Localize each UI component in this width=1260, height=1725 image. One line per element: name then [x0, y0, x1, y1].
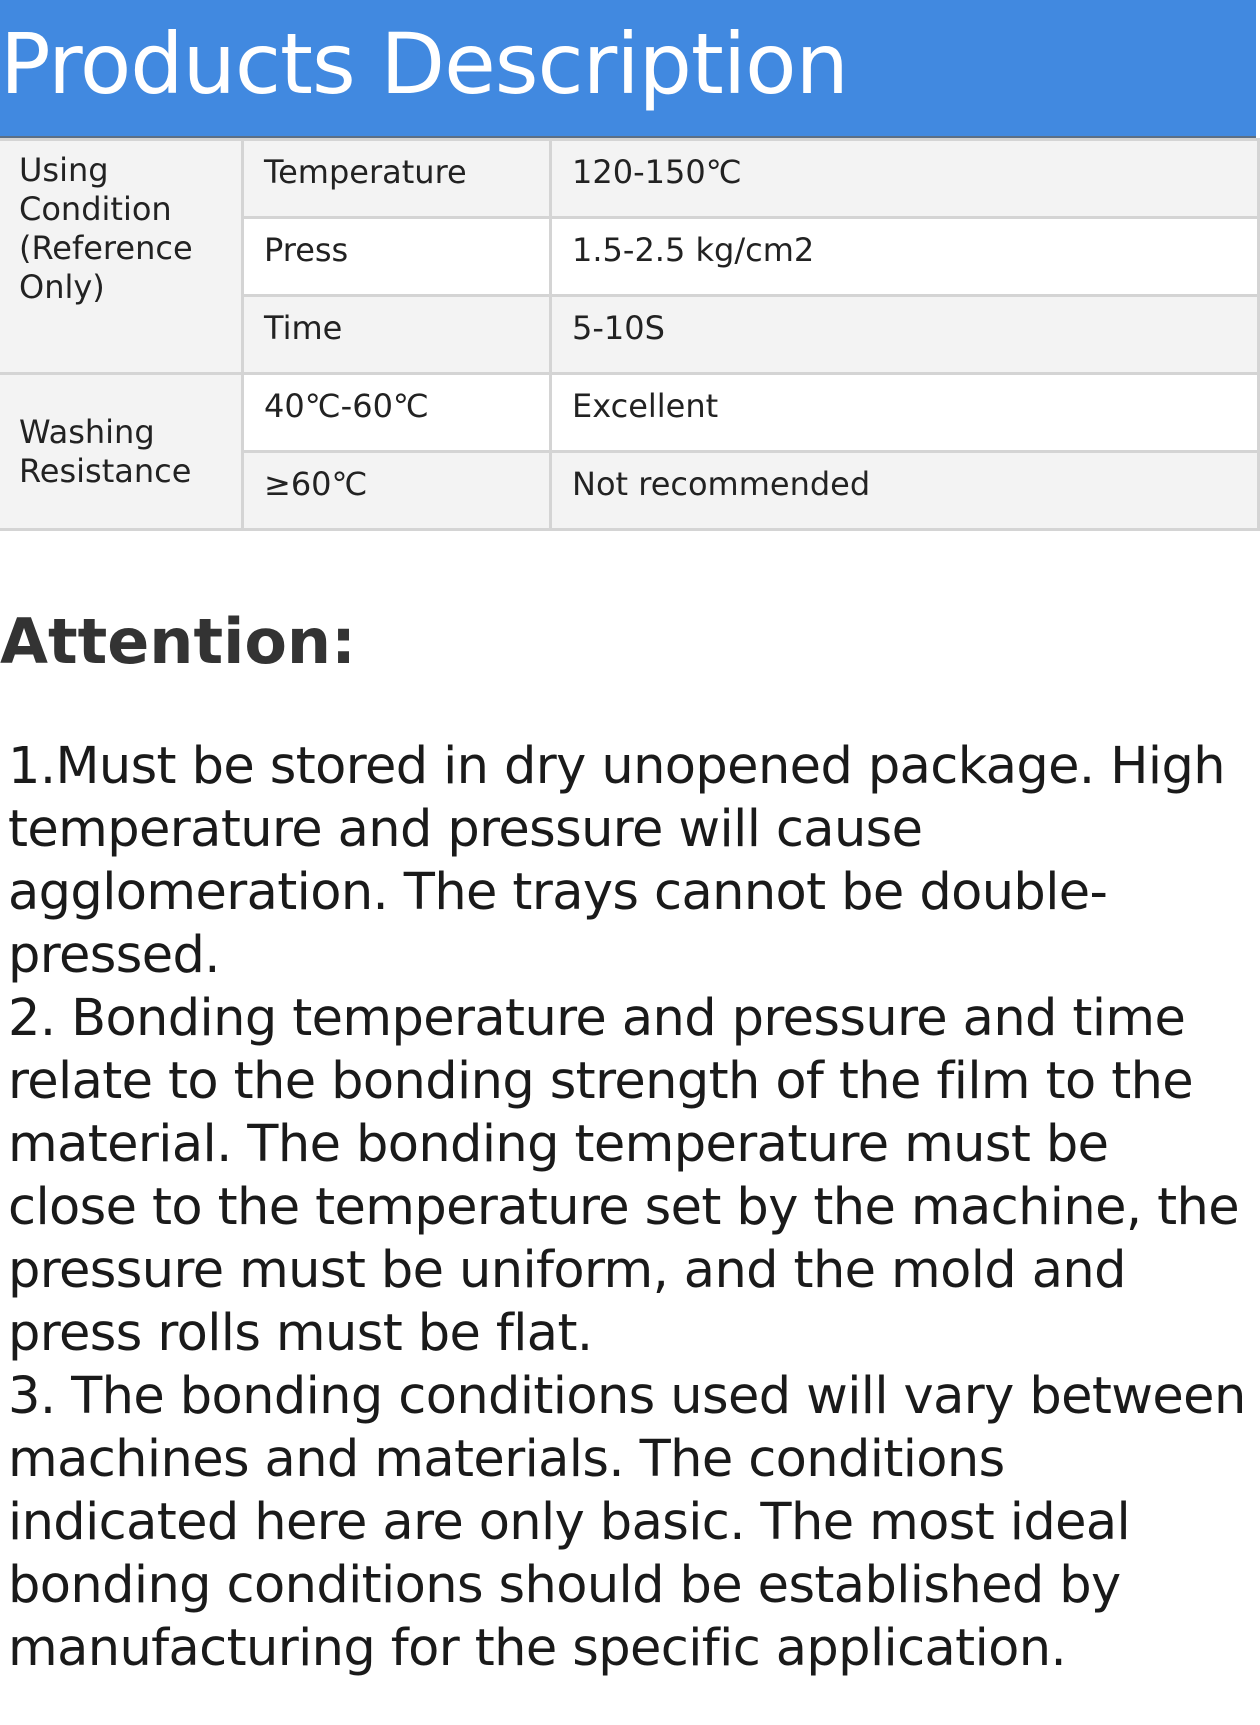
- value-cell: Excellent: [551, 374, 1259, 452]
- note-item: 3. The bonding conditions used will vary between machines and materials. The conditions indicated here are only basic. The most ideal bonding conditions should be established by manufacturing for the specific application.: [8, 1367, 1246, 1678]
- attention-heading: Attention:: [0, 605, 356, 678]
- param-cell: Temperature: [243, 140, 551, 218]
- note-item: 1.Must be stored in dry unopened package. High temperature and pressure will cause agglomeration. The trays cannot be double-pressed.: [8, 737, 1225, 985]
- header-bar: [0, 0, 1256, 140]
- note-item: 2. Bonding temperature and pressure and time relate to the bonding strength of the film to the material. The bonding temperature must be close to the temperature set by the machine, the pressure must be uniform, and the mold and press rolls must be flat.: [8, 989, 1239, 1363]
- value-cell: Not recommended: [551, 452, 1259, 530]
- group-label-using-condition: Using Condition (Reference Only): [0, 140, 243, 374]
- table-row: [0, 374, 1259, 452]
- value-cell: 1.5-2.5 kg/cm2: [551, 218, 1259, 296]
- value-cell: 120-150℃: [551, 140, 1259, 218]
- param-cell: ≥60℃: [243, 452, 551, 530]
- param-cell: 40℃-60℃: [243, 374, 551, 452]
- param-cell: Time: [243, 296, 551, 374]
- value-cell: 5-10S: [551, 296, 1259, 374]
- spec-table: [0, 138, 1260, 531]
- param-cell: Press: [243, 218, 551, 296]
- page-title: Products Description: [0, 15, 848, 113]
- attention-notes: [8, 735, 1248, 1680]
- group-label-washing-resistance: Washing Resistance: [0, 374, 243, 530]
- table-row: [0, 140, 1259, 218]
